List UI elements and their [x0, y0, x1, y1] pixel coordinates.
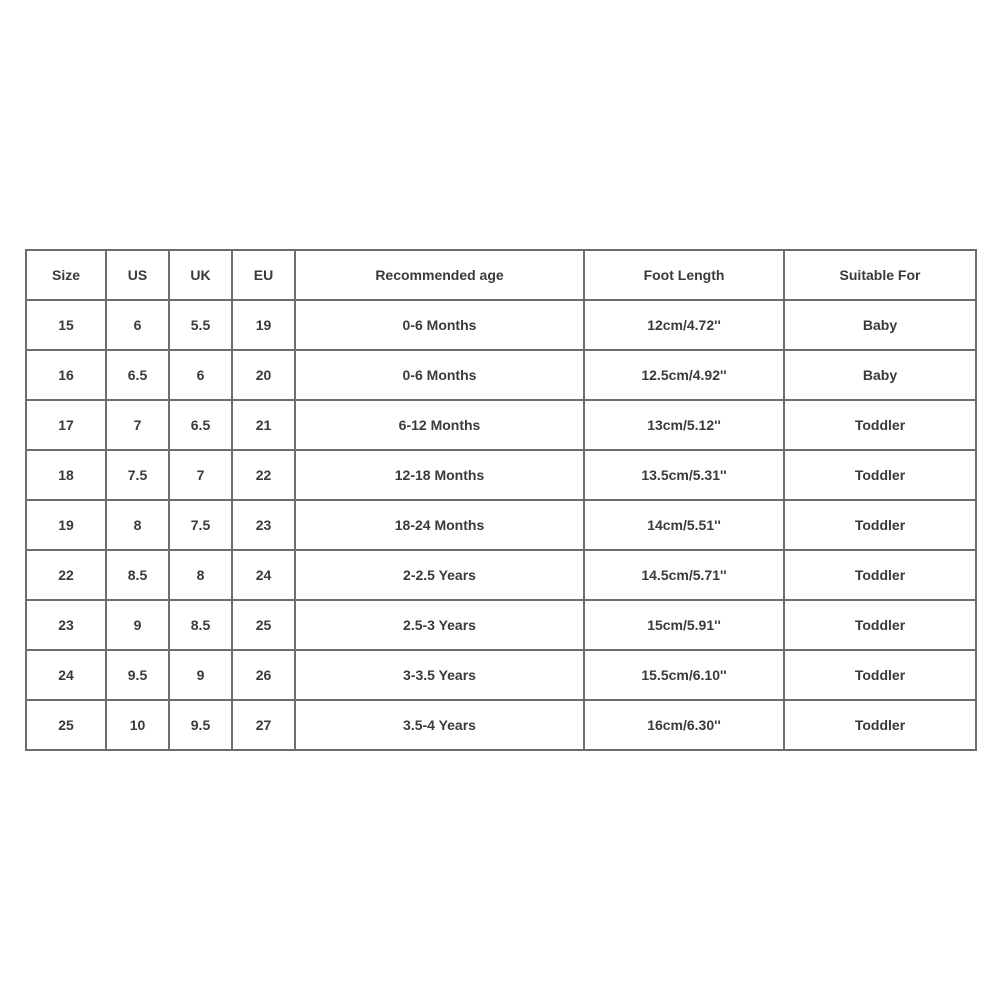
cell-us: 10 [106, 700, 169, 750]
cell-foot-length: 13cm/5.12'' [584, 400, 784, 450]
cell-eu: 27 [232, 700, 295, 750]
cell-recommended-age: 3.5-4 Years [295, 700, 584, 750]
cell-suitable-for: Baby [784, 300, 976, 350]
cell-suitable-for: Toddler [784, 700, 976, 750]
cell-eu: 20 [232, 350, 295, 400]
cell-recommended-age: 3-3.5 Years [295, 650, 584, 700]
cell-suitable-for: Toddler [784, 600, 976, 650]
cell-size: 19 [26, 500, 106, 550]
cell-recommended-age: 18-24 Months [295, 500, 584, 550]
cell-suitable-for: Baby [784, 350, 976, 400]
header-recommended-age: Recommended age [295, 250, 584, 300]
cell-us: 9.5 [106, 650, 169, 700]
header-eu: EU [232, 250, 295, 300]
cell-suitable-for: Toddler [784, 400, 976, 450]
cell-size: 17 [26, 400, 106, 450]
cell-size: 25 [26, 700, 106, 750]
cell-us: 8 [106, 500, 169, 550]
table-row [26, 400, 976, 450]
table-row [26, 300, 976, 350]
table-row [26, 350, 976, 400]
cell-foot-length: 14cm/5.51'' [584, 500, 784, 550]
cell-recommended-age: 6-12 Months [295, 400, 584, 450]
cell-size: 16 [26, 350, 106, 400]
cell-suitable-for: Toddler [784, 550, 976, 600]
cell-uk: 7.5 [169, 500, 232, 550]
cell-us: 7 [106, 400, 169, 450]
cell-uk: 9.5 [169, 700, 232, 750]
header-us: US [106, 250, 169, 300]
table-row [26, 450, 976, 500]
table-header [26, 250, 976, 300]
header-uk: UK [169, 250, 232, 300]
header-size: Size [26, 250, 106, 300]
cell-recommended-age: 12-18 Months [295, 450, 584, 500]
cell-uk: 5.5 [169, 300, 232, 350]
cell-eu: 22 [232, 450, 295, 500]
cell-recommended-age: 0-6 Months [295, 300, 584, 350]
table-row [26, 500, 976, 550]
cell-size: 18 [26, 450, 106, 500]
cell-foot-length: 15cm/5.91'' [584, 600, 784, 650]
cell-eu: 23 [232, 500, 295, 550]
cell-suitable-for: Toddler [784, 650, 976, 700]
cell-foot-length: 12cm/4.72'' [584, 300, 784, 350]
cell-suitable-for: Toddler [784, 450, 976, 500]
cell-uk: 6.5 [169, 400, 232, 450]
cell-uk: 6 [169, 350, 232, 400]
cell-recommended-age: 2.5-3 Years [295, 600, 584, 650]
cell-size: 24 [26, 650, 106, 700]
table-row [26, 600, 976, 650]
cell-size: 23 [26, 600, 106, 650]
header-foot-length: Foot Length [584, 250, 784, 300]
cell-us: 7.5 [106, 450, 169, 500]
cell-size: 15 [26, 300, 106, 350]
cell-uk: 7 [169, 450, 232, 500]
header-row [26, 250, 976, 300]
cell-size: 22 [26, 550, 106, 600]
cell-us: 9 [106, 600, 169, 650]
cell-us: 6 [106, 300, 169, 350]
cell-recommended-age: 2-2.5 Years [295, 550, 584, 600]
cell-foot-length: 14.5cm/5.71'' [584, 550, 784, 600]
cell-us: 8.5 [106, 550, 169, 600]
table-row [26, 650, 976, 700]
table-row [26, 550, 976, 600]
cell-eu: 25 [232, 600, 295, 650]
cell-uk: 8.5 [169, 600, 232, 650]
cell-us: 6.5 [106, 350, 169, 400]
cell-suitable-for: Toddler [784, 500, 976, 550]
table-row [26, 700, 976, 750]
cell-foot-length: 13.5cm/5.31'' [584, 450, 784, 500]
cell-foot-length: 15.5cm/6.10'' [584, 650, 784, 700]
table-body [26, 300, 976, 750]
cell-recommended-age: 0-6 Months [295, 350, 584, 400]
cell-foot-length: 16cm/6.30'' [584, 700, 784, 750]
cell-eu: 26 [232, 650, 295, 700]
cell-eu: 21 [232, 400, 295, 450]
cell-uk: 8 [169, 550, 232, 600]
cell-eu: 19 [232, 300, 295, 350]
cell-uk: 9 [169, 650, 232, 700]
cell-eu: 24 [232, 550, 295, 600]
header-suitable-for: Suitable For [784, 250, 976, 300]
cell-foot-length: 12.5cm/4.92'' [584, 350, 784, 400]
size-chart-table [25, 249, 977, 751]
